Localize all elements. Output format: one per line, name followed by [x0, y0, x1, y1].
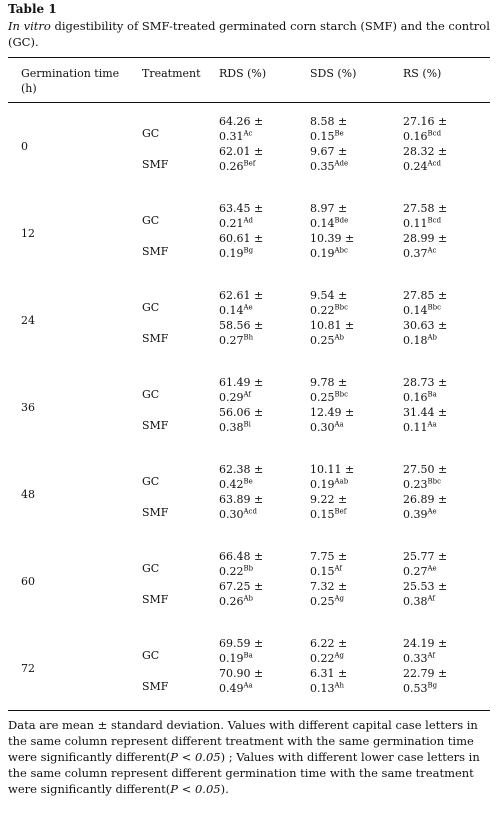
treatment-label: SMF [142, 158, 169, 171]
cell-sd: 0.14 [310, 217, 335, 230]
cell-sd: 0.23 [403, 478, 428, 491]
cell-significance-letters: Bg [427, 681, 438, 690]
cell-sd: 0.33 [403, 652, 428, 665]
cell-mean: 62.61 ± [219, 289, 264, 302]
sds-cell [310, 462, 354, 492]
cell-significance-letters: Be [334, 129, 344, 138]
cell-significance-letters: Ba [427, 390, 437, 399]
cell-mean: 10.11 ± [310, 463, 355, 476]
cell-significance-letters: Af [334, 564, 343, 573]
cell-sd-line [403, 477, 447, 492]
cell-sd-line [219, 129, 263, 144]
cell-significance-letters: Bh [243, 333, 254, 342]
cell-significance-letters: Af [427, 594, 436, 603]
rs-cell [403, 114, 447, 144]
cell-mean: 56.06 ± [219, 406, 264, 419]
cell-mean: 60.61 ± [219, 232, 264, 245]
cell-sd-line [219, 246, 263, 261]
cell-sd: 0.13 [310, 682, 335, 695]
cell-sd: 0.25 [310, 391, 335, 404]
treatment-label: SMF [142, 419, 169, 432]
sds-cell [310, 636, 347, 666]
cell-sd: 0.16 [403, 130, 428, 143]
rs-cell [403, 462, 447, 492]
cell-mean: 6.22 ± [310, 637, 348, 650]
cell-mean: 61.49 ± [219, 376, 264, 389]
cell-sd: 0.49 [219, 682, 244, 695]
sds-cell [310, 492, 347, 522]
cell-significance-letters: Bb [243, 564, 254, 573]
cell-significance-letters: Ac [427, 246, 437, 255]
cell-sd-line [310, 159, 348, 174]
cell-significance-letters: Ae [427, 507, 437, 516]
treatment-label: GC [142, 214, 160, 227]
cell-sd: 0.19 [310, 478, 335, 491]
treatment-label: GC [142, 562, 160, 575]
sds-cell [310, 579, 347, 609]
caption-text: digestibility of SMF-treated germinated corn starch (SMF) and the control (GC). [8, 19, 490, 49]
cell-significance-letters: Be [243, 477, 253, 486]
cell-sd-line [219, 159, 263, 174]
cell-mean: 31.44 ± [403, 406, 448, 419]
cell-significance-letters: Bde [334, 216, 349, 225]
cell-sd-line [310, 681, 347, 696]
rds-cell [219, 549, 263, 579]
cell-sd-line [310, 651, 347, 666]
cell-sd-line [403, 420, 447, 435]
cell-sd: 0.19 [219, 247, 244, 260]
rds-cell [219, 636, 263, 666]
cell-mean: 67.25 ± [219, 580, 264, 593]
cell-sd: 0.38 [219, 421, 244, 434]
cell-sd-line [403, 159, 447, 174]
cell-significance-letters: Ab [334, 333, 345, 342]
rs-cell [403, 579, 447, 609]
germination-time: 24 [21, 314, 35, 327]
rs-cell [403, 666, 447, 696]
cell-mean: 9.22 ± [310, 493, 348, 506]
table-row-group [0, 104, 498, 191]
cell-significance-letters: Bi [243, 420, 251, 429]
treatment-label: GC [142, 301, 160, 314]
cell-significance-letters: Bbc [334, 390, 349, 399]
cell-mean: 6.31 ± [310, 667, 348, 680]
cell-sd-line [219, 390, 263, 405]
sds-cell [310, 375, 348, 405]
table-caption [8, 18, 490, 50]
rs-cell [403, 375, 447, 405]
cell-sd: 0.53 [403, 682, 428, 695]
cell-significance-letters: Bcd [427, 129, 442, 138]
sds-cell [310, 114, 347, 144]
cell-mean: 27.85 ± [403, 289, 448, 302]
bottom-rule [8, 710, 490, 711]
germination-time: 60 [21, 575, 35, 588]
cell-sd-line [403, 564, 447, 579]
cell-sd: 0.19 [219, 652, 244, 665]
cell-significance-letters: Ae [243, 303, 253, 312]
table-label: Table 1 [8, 2, 57, 16]
caption-italic: In vitro [8, 19, 51, 33]
cell-significance-letters: Af [243, 390, 252, 399]
cell-sd-line [219, 420, 263, 435]
germination-time: 36 [21, 401, 35, 414]
cell-mean: 22.79 ± [403, 667, 448, 680]
cell-sd: 0.16 [403, 391, 428, 404]
cell-significance-letters: Ag [334, 651, 345, 660]
cell-mean: 30.63 ± [403, 319, 448, 332]
header-rule [8, 102, 490, 103]
cell-mean: 69.59 ± [219, 637, 264, 650]
rs-cell [403, 405, 447, 435]
cell-mean: 25.53 ± [403, 580, 448, 593]
cell-sd: 0.22 [310, 652, 335, 665]
table-row-group [0, 626, 498, 713]
rs-cell [403, 288, 447, 318]
cell-sd: 0.24 [403, 160, 428, 173]
cell-sd: 0.14 [219, 304, 244, 317]
cell-sd: 0.31 [219, 130, 244, 143]
cell-sd: 0.11 [403, 421, 428, 434]
table-row-group [0, 365, 498, 452]
rds-cell [219, 492, 263, 522]
cell-mean: 63.89 ± [219, 493, 264, 506]
cell-sd: 0.27 [403, 565, 428, 578]
cell-sd-line [403, 333, 447, 348]
cell-significance-letters: Ag [334, 594, 345, 603]
footnote-p-value-1: P < 0.05 [170, 750, 221, 764]
cell-sd: 0.22 [310, 304, 335, 317]
cell-significance-letters: Aab [334, 477, 349, 486]
cell-sd: 0.26 [219, 160, 244, 173]
cell-significance-letters: Bef [334, 507, 347, 516]
header-treatment: Treatment [142, 67, 201, 80]
cell-sd: 0.26 [219, 595, 244, 608]
cell-significance-letters: Bbc [427, 303, 442, 312]
cell-sd-line [219, 477, 263, 492]
sds-cell [310, 201, 348, 231]
cell-sd-line [219, 333, 263, 348]
cell-significance-letters: Ba [243, 651, 253, 660]
header-germination-time: Germination time (h) [21, 67, 120, 95]
cell-mean: 63.45 ± [219, 202, 264, 215]
rs-cell [403, 231, 447, 261]
rds-cell [219, 231, 263, 261]
cell-significance-letters: Acd [427, 159, 441, 168]
cell-sd: 0.37 [403, 247, 428, 260]
cell-significance-letters: Bbc [334, 303, 349, 312]
rs-cell [403, 636, 447, 666]
cell-sd: 0.15 [310, 565, 335, 578]
cell-significance-letters: Af [427, 651, 436, 660]
cell-sd-line [310, 246, 354, 261]
cell-sd-line [403, 507, 447, 522]
cell-mean: 9.67 ± [310, 145, 348, 158]
cell-significance-letters: Bbc [427, 477, 442, 486]
cell-significance-letters: Aa [243, 681, 253, 690]
cell-sd: 0.35 [310, 160, 335, 173]
cell-sd: 0.25 [310, 595, 335, 608]
rds-cell [219, 114, 263, 144]
cell-mean: 25.77 ± [403, 550, 448, 563]
rs-cell [403, 201, 447, 231]
treatment-label: GC [142, 127, 160, 140]
rs-cell [403, 144, 447, 174]
footnote-part-3: ). [220, 782, 229, 796]
cell-sd: 0.39 [403, 508, 428, 521]
cell-mean: 26.89 ± [403, 493, 448, 506]
cell-mean: 28.32 ± [403, 145, 448, 158]
cell-sd-line [310, 564, 347, 579]
cell-significance-letters: Bcd [427, 216, 442, 225]
rds-cell [219, 318, 263, 348]
cell-mean: 9.54 ± [310, 289, 348, 302]
cell-sd-line [310, 129, 347, 144]
cell-mean: 8.97 ± [310, 202, 348, 215]
cell-sd: 0.14 [403, 304, 428, 317]
header-rds: RDS (%) [219, 67, 267, 80]
cell-significance-letters: Bg [243, 246, 254, 255]
cell-sd: 0.11 [403, 217, 428, 230]
cell-sd: 0.15 [310, 130, 335, 143]
cell-significance-letters: Aa [427, 420, 437, 429]
cell-significance-letters: Abc [334, 246, 348, 255]
cell-mean: 28.73 ± [403, 376, 448, 389]
rds-cell [219, 462, 263, 492]
table-footnote [8, 717, 492, 797]
header-sds: SDS (%) [310, 67, 357, 80]
cell-sd-line [219, 507, 263, 522]
table-row-group [0, 191, 498, 278]
cell-mean: 27.16 ± [403, 115, 448, 128]
cell-mean: 12.49 ± [310, 406, 355, 419]
table-row-group [0, 452, 498, 539]
table-row-group [0, 278, 498, 365]
cell-significance-letters: Ab [243, 594, 254, 603]
cell-mean: 8.58 ± [310, 115, 348, 128]
cell-significance-letters: Bef [243, 159, 256, 168]
cell-mean: 27.50 ± [403, 463, 448, 476]
cell-significance-letters: Ade [334, 159, 349, 168]
footnote-part-2: ) ; Values with different lower case letters in the same column represent different germination time with the same treatment were significantly different( [8, 750, 480, 796]
cell-sd-line [310, 477, 354, 492]
cell-sd-line [403, 216, 447, 231]
cell-sd-line [219, 303, 263, 318]
cell-sd-line [310, 507, 347, 522]
cell-sd-line [219, 564, 263, 579]
cell-sd-line [403, 390, 447, 405]
cell-mean: 28.99 ± [403, 232, 448, 245]
germination-time: 72 [21, 662, 35, 675]
germination-time: 0 [21, 140, 28, 153]
cell-mean: 62.38 ± [219, 463, 264, 476]
cell-significance-letters: Ah [334, 681, 345, 690]
cell-sd-line [310, 216, 348, 231]
cell-sd: 0.27 [219, 334, 244, 347]
treatment-label: SMF [142, 245, 169, 258]
cell-mean: 58.56 ± [219, 319, 264, 332]
cell-mean: 7.32 ± [310, 580, 348, 593]
treatment-label: SMF [142, 506, 169, 519]
germination-time: 48 [21, 488, 35, 501]
sds-cell [310, 288, 348, 318]
cell-mean: 66.48 ± [219, 550, 264, 563]
rds-cell [219, 405, 263, 435]
cell-sd: 0.19 [310, 247, 335, 260]
treatment-label: GC [142, 475, 160, 488]
rs-cell [403, 492, 447, 522]
cell-sd: 0.22 [219, 565, 244, 578]
treatment-label: SMF [142, 332, 169, 345]
rds-cell [219, 375, 263, 405]
cell-significance-letters: Ac [243, 129, 253, 138]
cell-mean: 27.58 ± [403, 202, 448, 215]
rds-cell [219, 144, 263, 174]
sds-cell [310, 144, 348, 174]
sds-cell [310, 405, 354, 435]
cell-sd: 0.30 [219, 508, 244, 521]
cell-sd-line [403, 303, 447, 318]
treatment-label: GC [142, 649, 160, 662]
cell-mean: 24.19 ± [403, 637, 448, 650]
header-rs: RS (%) [403, 67, 442, 80]
sds-cell [310, 231, 354, 261]
cell-sd-line [403, 651, 447, 666]
cell-sd: 0.21 [219, 217, 244, 230]
cell-sd-line [219, 594, 263, 609]
cell-sd: 0.42 [219, 478, 244, 491]
cell-mean: 7.75 ± [310, 550, 348, 563]
cell-sd: 0.38 [403, 595, 428, 608]
table-row-group [0, 539, 498, 626]
cell-significance-letters: Ae [427, 564, 437, 573]
germination-time: 12 [21, 227, 35, 240]
cell-significance-letters: Ab [427, 333, 438, 342]
cell-mean: 62.01 ± [219, 145, 264, 158]
cell-significance-letters: Ad [243, 216, 254, 225]
cell-sd-line [219, 681, 263, 696]
footnote-p-value-2: P < 0.05 [170, 782, 221, 796]
cell-mean: 10.81 ± [310, 319, 355, 332]
cell-sd-line [310, 420, 354, 435]
cell-sd-line [310, 333, 354, 348]
cell-significance-letters: Aa [334, 420, 344, 429]
cell-sd-line [403, 246, 447, 261]
sds-cell [310, 549, 347, 579]
cell-sd: 0.30 [310, 421, 335, 434]
cell-sd: 0.29 [219, 391, 244, 404]
rds-cell [219, 579, 263, 609]
cell-mean: 70.90 ± [219, 667, 264, 680]
cell-mean: 10.39 ± [310, 232, 355, 245]
rs-cell [403, 549, 447, 579]
cell-sd: 0.25 [310, 334, 335, 347]
treatment-label: SMF [142, 680, 169, 693]
cell-mean: 64.26 ± [219, 115, 264, 128]
rs-cell [403, 318, 447, 348]
rds-cell [219, 288, 263, 318]
cell-sd-line [310, 390, 348, 405]
rds-cell [219, 201, 263, 231]
cell-mean: 9.78 ± [310, 376, 348, 389]
cell-sd: 0.15 [310, 508, 335, 521]
cell-significance-letters: Acd [243, 507, 257, 516]
cell-sd-line [219, 651, 263, 666]
cell-sd: 0.18 [403, 334, 428, 347]
cell-sd-line [310, 594, 347, 609]
cell-sd-line [403, 681, 447, 696]
sds-cell [310, 666, 347, 696]
rds-cell [219, 666, 263, 696]
cell-sd-line [403, 594, 447, 609]
sds-cell [310, 318, 354, 348]
top-rule [8, 57, 490, 58]
footnote-part-1: Data are mean ± standard deviation. Values with different capital case letters in the same column represent different treatment with the same germination time were significantly different( [8, 718, 478, 764]
cell-sd-line [403, 129, 447, 144]
treatment-label: SMF [142, 593, 169, 606]
cell-sd-line [219, 216, 263, 231]
treatment-label: GC [142, 388, 160, 401]
cell-sd-line [310, 303, 348, 318]
